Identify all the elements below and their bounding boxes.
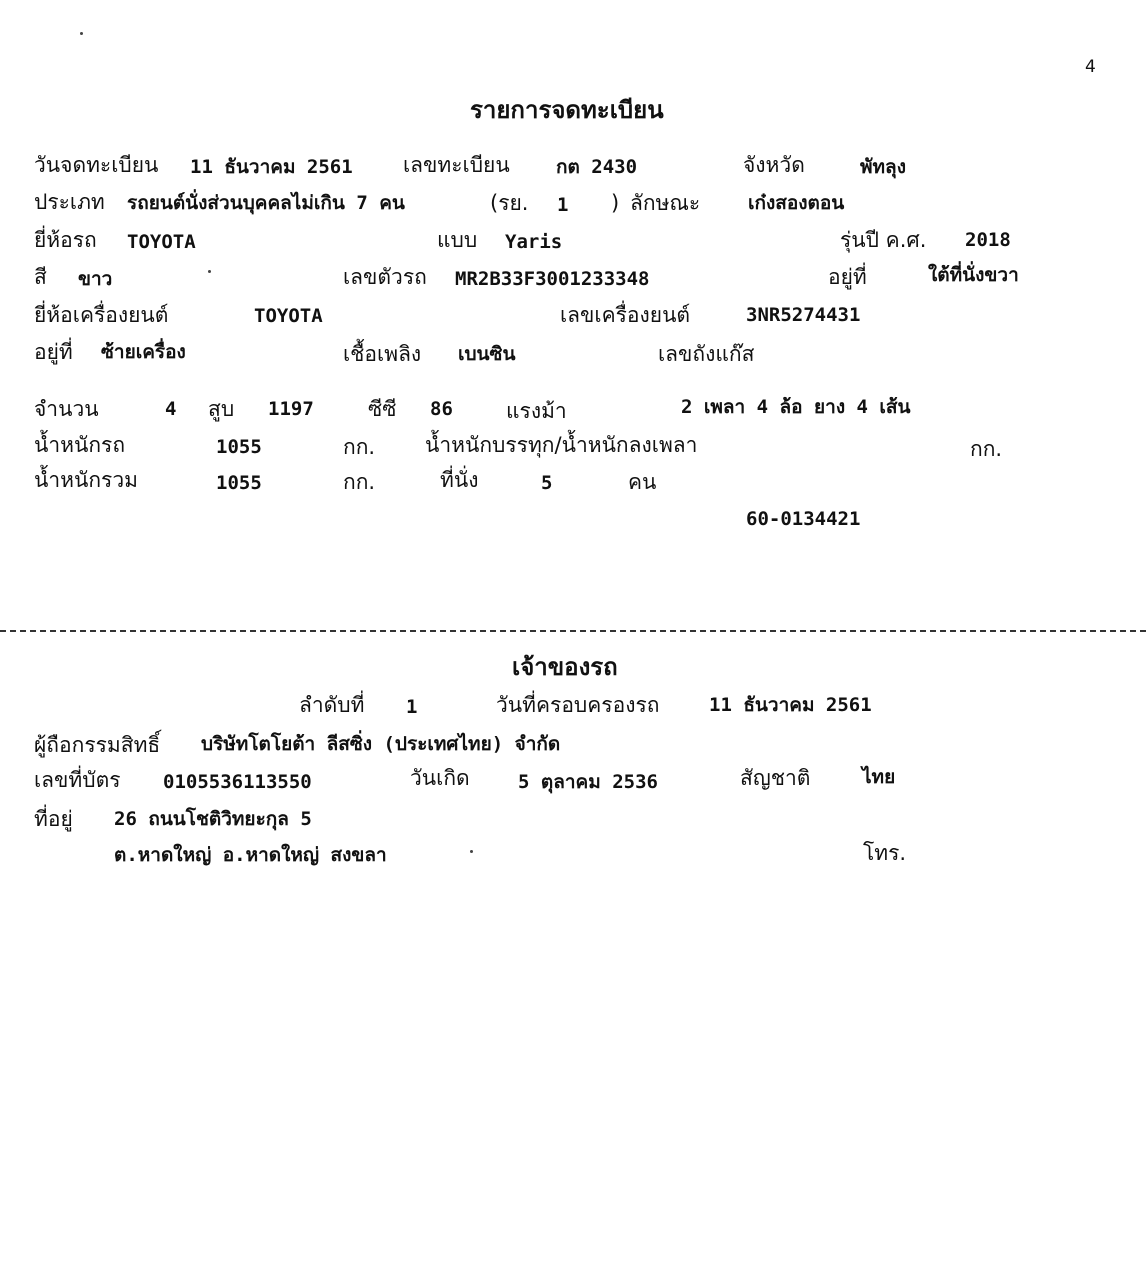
- hp-label: แรงม้า: [506, 399, 567, 423]
- axles-value: 2 เพลา 4 ล้อ ยาง 4 เส้น: [681, 396, 911, 418]
- ry-value: 1: [557, 194, 569, 216]
- fuel-label: เชื้อเพลิง: [343, 342, 422, 366]
- ry-close: ): [611, 191, 620, 215]
- gross-label: น้ำหนักรวม: [34, 468, 138, 492]
- page-number: 4: [1085, 57, 1096, 77]
- cc-label: ซีซี: [368, 397, 397, 421]
- plate-value: กต 2430: [556, 156, 638, 178]
- gross-value: 1055: [216, 472, 262, 494]
- chassis-label: เลขตัวรถ: [343, 265, 427, 289]
- order-value: 1: [406, 696, 418, 718]
- section-separator: [0, 630, 1146, 632]
- scan-speck: [470, 850, 473, 853]
- tel-label: โทร.: [863, 841, 907, 865]
- model-label: แบบ: [437, 228, 478, 252]
- birth-value: 5 ตุลาคม 2536: [518, 771, 658, 793]
- count-label: จำนวน: [34, 397, 99, 421]
- seats-value: 5: [541, 472, 553, 494]
- chassis-value: MR2B33F3001233348: [455, 268, 650, 290]
- order-label: ลำดับที่: [299, 693, 365, 717]
- province-label: จังหวัด: [743, 153, 805, 177]
- id-value: 0105536113550: [163, 771, 312, 793]
- province-value: พัทลุง: [860, 156, 906, 178]
- engine-loc-value: ซ้ายเครื่อง: [101, 341, 186, 363]
- gross-unit: กก.: [343, 470, 376, 494]
- nationality-label: สัญชาติ: [740, 766, 811, 790]
- scan-speck: [208, 270, 211, 273]
- persons-label: คน: [628, 470, 657, 494]
- year-label: รุ่นปี ค.ศ.: [840, 228, 927, 252]
- engine-brand-label: ยี่ห้อเครื่องยนต์: [34, 303, 169, 327]
- load-label: น้ำหนักบรรทุก/น้ำหนักลงเพลา: [425, 433, 698, 457]
- year-value: 2018: [965, 229, 1011, 251]
- plate-label: เลขทะเบียน: [403, 153, 510, 177]
- ry-open: (รย.: [490, 191, 529, 215]
- chassis-loc-value: ใต้ที่นั่งขวา: [928, 264, 1019, 286]
- engine-loc-label: อยู่ที่: [34, 340, 73, 364]
- weight-value: 1055: [216, 436, 262, 458]
- type-label: ประเภท: [34, 190, 105, 214]
- scan-speck: [80, 32, 83, 35]
- address-label: ที่อยู่: [34, 807, 73, 831]
- holder-label: ผู้ถือกรรมสิทธิ์: [34, 733, 161, 757]
- reg-date-value: 11 ธันวาคม 2561: [190, 156, 353, 178]
- brand-value: TOYOTA: [127, 231, 196, 253]
- possess-date-label: วันที่ครอบครองรถ: [496, 693, 660, 717]
- seats-label: ที่นั่ง: [440, 468, 479, 492]
- possess-date-value: 11 ธันวาคม 2561: [709, 694, 872, 716]
- reg-date-label: วันจดทะเบียน: [34, 153, 159, 177]
- address-line-1: 26 ถนนโชติวิทยะกุล 5: [114, 808, 312, 830]
- engine-brand-value: TOYOTA: [254, 305, 323, 327]
- cyl-label: สูบ: [208, 397, 235, 421]
- chassis-loc-label: อยู่ที่: [828, 265, 867, 289]
- nationality-value: ไทย: [862, 766, 896, 788]
- color-label: สี: [34, 265, 47, 289]
- engine-no-value: 3NR5274431: [746, 304, 861, 326]
- gas-tank-label: เลขถังแก๊ส: [658, 342, 755, 366]
- id-label: เลขที่บัตร: [34, 768, 121, 792]
- cc-value: 86: [430, 398, 453, 420]
- load-unit: กก.: [970, 437, 1003, 461]
- reference-number: 60-0134421: [746, 508, 861, 530]
- color-value: ขาว: [78, 268, 113, 290]
- owner-title: เจ้าของรถ: [512, 653, 618, 681]
- cyl-value: 1197: [268, 398, 314, 420]
- brand-label: ยี่ห้อรถ: [34, 228, 97, 252]
- registration-title: รายการจดทะเบียน: [470, 96, 664, 124]
- body-label: ลักษณะ: [630, 191, 701, 215]
- body-value: เก๋งสองตอน: [748, 192, 845, 214]
- count-value: 4: [165, 398, 177, 420]
- weight-label: น้ำหนักรถ: [34, 433, 126, 457]
- engine-no-label: เลขเครื่องยนต์: [560, 303, 691, 327]
- weight-unit: กก.: [343, 435, 376, 459]
- type-value: รถยนต์นั่งส่วนบุคคลไม่เกิน 7 คน: [127, 192, 405, 214]
- fuel-value: เบนซิน: [458, 343, 516, 365]
- holder-value: บริษัทโตโยต้า ลีสซิ่ง (ประเทศไทย) จำกัด: [201, 733, 561, 755]
- address-line-2: ต.หาดใหญ่ อ.หาดใหญ่ สงขลา: [114, 844, 387, 866]
- model-value: Yaris: [505, 231, 563, 253]
- birth-label: วันเกิด: [410, 766, 470, 790]
